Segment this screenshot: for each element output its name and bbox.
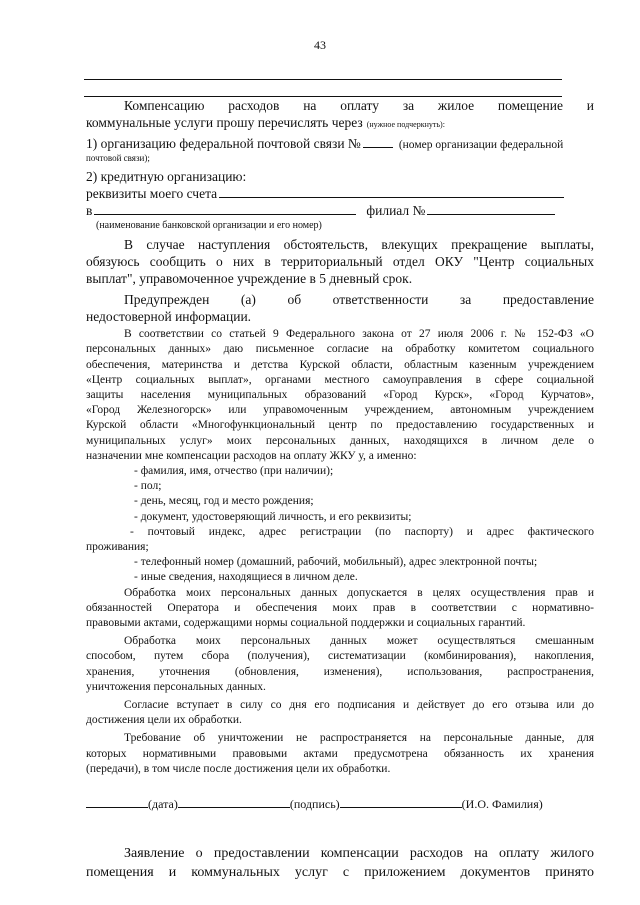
consent-line: В соответствии со статьей 9 Федерального закона от 27 июля 2006 г. № 152-ФЗ «О — [124, 328, 594, 341]
notice-p1-line-1: В случае наступления обстоятельств, влекущих прекращение выплаты, — [124, 237, 594, 253]
name-label: (И.О. Фамилия) — [461, 797, 543, 812]
footer-line-1: Заявление о предоставлении компенсации расходов на оплату жилого — [124, 846, 594, 862]
consent-section — [86, 327, 594, 777]
signature-row — [86, 797, 594, 812]
validity-line: достижения цели их обработки. — [86, 714, 242, 727]
methods-line: хранения, уточнения (обновления, изменения), использования, распространения, — [86, 665, 594, 678]
consent-line: защиты населения муниципальных образований «Город Курск», «Город Курчатов», — [86, 389, 594, 402]
account-label: реквизиты моего счета — [86, 186, 218, 202]
page-number: 43 — [314, 38, 326, 52]
list-item: - почтовый индекс, адрес регистрации (по паспорту) и адрес фактического — [130, 525, 594, 538]
consent-line: Курской области «Многофункциональный центр по предоставлению государственных и — [86, 419, 594, 432]
list-item-cont: проживания; — [86, 541, 149, 554]
consent-line: персональных данных» даю письменное согласие на обработку комитетом социального — [86, 343, 594, 356]
branch-label: филиал № — [366, 203, 426, 219]
destruction-line: (передачи), в том числе после достижения цели их обработки. — [86, 762, 391, 775]
notice-p2-line-1: Предупрежден (а) об ответственности за предоставление — [124, 292, 594, 308]
methods-line: способом, путем сбора (получения), систематизации (комбинирования), накопления, — [86, 650, 594, 663]
validity-line: Согласие вступает в силу со дня его подписания и действует до его отзыва или до — [124, 699, 594, 712]
consent-line: обеспечения, материнства и детства Курской области, областным казенным учреждением — [86, 358, 594, 371]
purpose-line: обязанностей Оператора и обеспечения моих прав в соответствии с нормативно- — [86, 601, 594, 614]
option-postal: 1) организацию федеральной почтовой связи № — [86, 136, 361, 151]
list-item: - иные сведения, находящиеся в личном деле. — [134, 571, 358, 584]
bank-name-field[interactable] — [94, 214, 356, 215]
notice-p2-line-2: недостоверной информации. — [86, 309, 252, 325]
postal-number-field[interactable] — [363, 147, 393, 148]
methods-line: Обработка моих персональных данных может осуществляться смешанным — [124, 635, 594, 648]
date-label: (дата) — [148, 797, 178, 812]
destruction-line: Требование об уничтожении не распространяется на персональные данные, для — [124, 732, 594, 745]
purpose-line: Обработка моих персональных данных допускается в целях осуществления прав и — [124, 586, 594, 599]
signature-field[interactable] — [178, 807, 290, 808]
name-field[interactable] — [340, 807, 462, 808]
document-body — [86, 97, 594, 882]
option-postal-note: (номер организации федеральной — [398, 139, 564, 151]
list-item: - документ, удостоверяющий личность, и его реквизиты; — [134, 510, 412, 523]
list-item: - пол; — [134, 480, 162, 493]
date-field[interactable] — [86, 807, 148, 808]
top-rule-1 — [84, 79, 562, 80]
branch-number-field[interactable] — [427, 214, 555, 215]
consent-line: назначении мне компенсации расходов на оплату ЖКУ у, а именно: — [86, 449, 417, 462]
request-section — [86, 97, 594, 232]
request-line-2: коммунальные услуги прошу перечислять через — [86, 115, 363, 130]
purpose-line: правовыми актами, содержащими нормы социальной поддержки и социальных гарантий. — [86, 617, 526, 630]
consent-line: «Центр социальных выплат», органами местного самоуправления в сфере социальной — [86, 373, 594, 386]
option-bank: 2) кредитную организацию: — [86, 169, 247, 185]
notice-p1-line-2: обязуюсь сообщить о них в территориальный отдел ОКУ "Центр социальных — [86, 254, 594, 270]
option-postal-note-cont: почтовой связи); — [86, 153, 150, 164]
account-field[interactable] — [219, 197, 564, 198]
methods-line: уничтожения персональных данных. — [86, 680, 266, 693]
footer-section — [86, 844, 594, 882]
request-line-2-note: (нужное подчеркнуть): — [366, 120, 445, 129]
request-line-1: Компенсацию расходов на оплату за жилое помещение и — [124, 98, 594, 113]
signature-label: (подпись) — [289, 797, 340, 812]
footer-line-2: помещения и коммунальных услуг с приложением документов принято — [86, 865, 594, 881]
destruction-line: которых нормативными правовыми актами предусмотрена обязанность их хранения — [86, 747, 594, 760]
list-item: - фамилия, имя, отчество (при наличии); — [134, 465, 334, 478]
notice-section — [86, 236, 594, 325]
list-item: - телефонный номер (домашний, рабочий, мобильный), адрес электронной почты; — [134, 556, 538, 569]
consent-line: «Город Железногорск» или управомоченным учреждением, автономным учреждением — [86, 404, 594, 417]
notice-p1-line-3: выплат", управомоченное учреждение в 5 дневный срок. — [86, 271, 413, 287]
bank-prefix: в — [86, 203, 93, 219]
list-item: - день, месяц, год и место рождения; — [134, 495, 314, 508]
consent-line: муниципальных услуг» моих персональных данных, находящихся в личном деле о — [86, 434, 594, 447]
bank-caption: (наименование банковской организации и его номер) — [96, 220, 322, 232]
